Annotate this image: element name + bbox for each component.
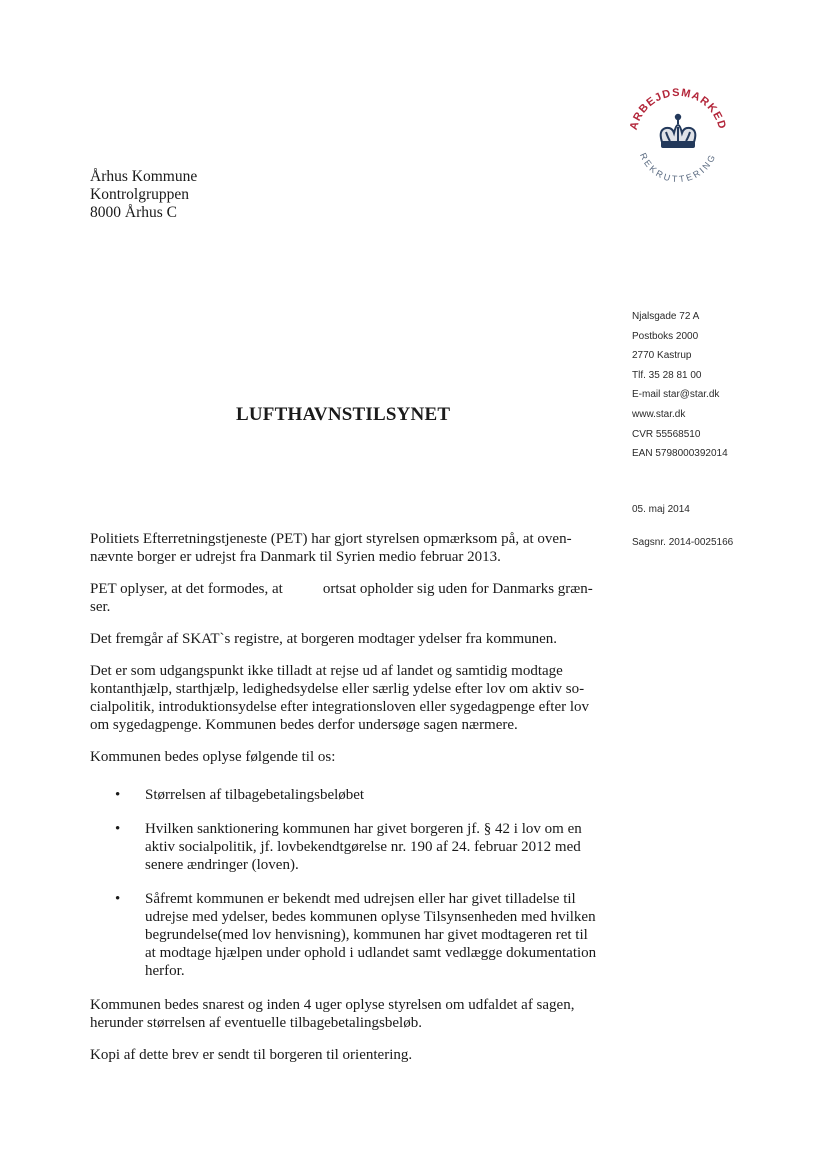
crown-icon [661, 115, 696, 147]
list-item: • Størrelsen af tilbagebetalingsbeløbet [115, 787, 365, 803]
list-item: • Såfremt kommunen er bekendt med udrejsen eller har givet tilladelse til udrejse med ydelser, bedes kommunen oplyse Tilsynsenheden med hvilken begrundelse(med lov henvisning), kommunen har givet modtageren ret til at modtage hjælpen under ophold i udlandet samt vedlægge dokumentation herfor. [115, 891, 597, 979]
sender-contact-info [632, 307, 728, 464]
recipient-name: Århus Kommune [90, 168, 198, 185]
paragraph-pet-assumption: PET oplyser, at det formodes, at ortsat opholder sig uden for Danmarks græn- ser. [90, 581, 593, 615]
bullet-icon: • [115, 891, 121, 907]
letter-body [90, 530, 610, 1064]
recipient-department: Kontrolgruppen [90, 186, 190, 203]
sender-street: Njalsgade 72 A [632, 311, 700, 322]
sender-ean: EAN 5798000392014 [632, 448, 728, 460]
sender-email: E-mail star@star.dk [632, 389, 720, 401]
sender-phone: Tlf. 35 28 81 00 [632, 369, 702, 381]
recipient-address [90, 168, 197, 222]
document-title: LUFTHAVNSTILSYNET [236, 404, 451, 425]
recipient-city: 8000 Århus C [90, 204, 177, 221]
letter-date: 05. maj 2014 [632, 504, 690, 515]
paragraph-pet-notice: Politiets Efterretningstjeneste (PET) har gjort styrelsen opmærksom på, at oven- nævnte borger er udrejst fra Danmark til Syrien medio februar 2013. [90, 531, 572, 565]
paragraph-legal-basis: Det er som udgangspunkt ikke tilladt at rejse ud af landet og samtidig modtage kontanthjælp, starthjælp, ledighedsydelse eller særlig ydelse efter lov om aktiv so- cialpolitik, introduktionsydelse efter integrationsloven eller sygedagpenge efter lov om sygedagpenge. Kommunen bedes derfor undersøge sagen nærmere. [90, 663, 590, 733]
paragraph-copy-notice: Kopi af dette brev er sendt til borgeren til orientering. [90, 1047, 413, 1063]
logo-arc-top-text: ARBEJDSMARKED [627, 86, 729, 132]
sender-cvr: CVR 55568510 [632, 428, 701, 440]
case-number: Sagsnr. 2014-0025166 [632, 537, 734, 548]
arbejdsmarked-rekruttering-logo [622, 80, 734, 192]
logo-arc-bottom-text: REKRUTTERING [637, 151, 719, 185]
paragraph-request-intro: Kommunen bedes oplyse følgende til os: [90, 749, 336, 765]
sender-city: 2770 Kastrup [632, 350, 692, 362]
request-list [90, 786, 610, 980]
bullet-icon: • [115, 821, 121, 837]
sender-website: www.star.dk [632, 408, 686, 420]
sender-pobox: Postboks 2000 [632, 330, 699, 342]
bullet-icon: • [115, 787, 121, 803]
paragraph-skat-registry: Det fremgår af SKAT`s registre, at borgeren modtager ydelser fra kommunen. [90, 631, 558, 647]
list-item: • Hvilken sanktionering kommunen har givet borgeren jf. § 42 i lov om en aktiv socialpolitik, jf. lovbekendtgørelse nr. 190 af 24. februar 2012 med senere ændringer (loven). [115, 821, 582, 873]
paragraph-deadline: Kommunen bedes snarest og inden 4 uger oplyse styrelsen om udfaldet af sagen, herunder størrelsen af eventuelle tilbagebetalingsbeløb. [90, 997, 575, 1031]
